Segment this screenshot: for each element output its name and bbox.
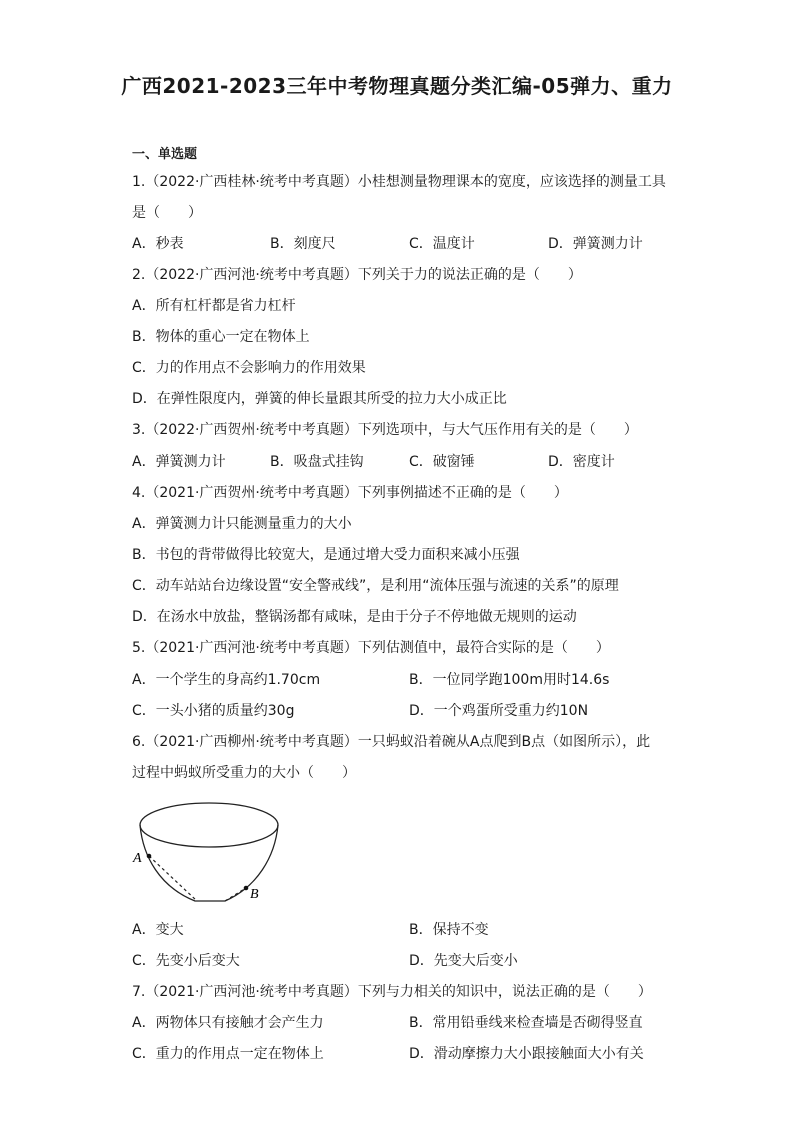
q2-option-b: B．物体的重心一定在物体上 (132, 329, 310, 345)
q6-option-a: A．变大 (132, 922, 184, 938)
q3-stem: 3.（2022·广西贺州·统考中考真题）下列选项中，与大气压作用有关的是（ ） (132, 422, 638, 438)
q3-option-b: B．吸盘式挂钩 (270, 454, 364, 470)
q2-option-c: C．力的作用点不会影响力的作用效果 (132, 360, 366, 376)
q4-option-c: C．动车站站台边缘设置“安全警戒线”，是利用“流体压强与流速的关系”的原理 (132, 578, 619, 594)
q4-option-b: B．书包的背带做得比较宽大，是通过增大受力面积来减小压强 (132, 547, 520, 563)
bowl-figure (125, 795, 285, 905)
q5-option-b: B．一位同学跑100m用时14.6s (409, 672, 610, 688)
q7-option-b: B．常用铅垂线来检查墙是否砌得竖直 (409, 1015, 643, 1031)
q6-option-c: C．先变小后变大 (132, 953, 240, 969)
point-b (244, 886, 249, 891)
q4-stem: 4.（2021·广西贺州·统考中考真题）下列事例描述不正确的是（ ） (132, 485, 568, 501)
q7-option-d: D．滑动摩擦力大小跟接触面大小有关 (409, 1046, 644, 1062)
q5-option-d: D．一个鸡蛋所受重力约10N (409, 703, 589, 719)
path-dashed-line (149, 856, 197, 901)
q7-option-c: C．重力的作用点一定在物体上 (132, 1046, 324, 1062)
q1-option-c: C．温度计 (409, 236, 475, 252)
q6-option-d: D．先变大后变小 (409, 953, 518, 969)
document-title: 广西2021-2023三年中考物理真题分类汇编-05弹力、重力 (121, 74, 673, 98)
point-a (147, 854, 152, 859)
q7-stem: 7.（2021·广西河池·统考中考真题）下列与力相关的知识中，说法正确的是（ ） (132, 984, 652, 1000)
q1-option-b: B．刻度尺 (270, 236, 336, 252)
label-a: A (133, 851, 142, 866)
q6-stem-line1: 6.（2021·广西柳州·统考中考真题）一只蚂蚁沿着碗从A点爬到B点（如图所示），此 (132, 734, 651, 750)
q2-option-d: D．在弹性限度内，弹簧的伸长量跟其所受的拉力大小成正比 (132, 391, 507, 407)
q3-option-d: D．密度计 (548, 454, 615, 470)
q2-option-a: A．所有杠杆都是省力杠杆 (132, 298, 296, 314)
q1-stem-line1: 1.（2022·广西桂林·统考中考真题）小桂想测量物理课本的宽度，应该选择的测量工具 (132, 174, 666, 190)
q3-option-a: A．弹簧测力计 (132, 454, 226, 470)
q4-option-d: D．在汤水中放盐，整锅汤都有咸味，是由于分子不停地做无规则的运动 (132, 609, 577, 625)
q5-stem: 5.（2021·广西河池·统考中考真题）下列估测值中，最符合实际的是（ ） (132, 640, 610, 656)
q5-option-c: C．一头小猪的质量约30g (132, 703, 295, 719)
bowl-rim (140, 803, 278, 847)
label-b: B (250, 887, 259, 902)
q6-option-b: B．保持不变 (409, 922, 489, 938)
q2-stem: 2.（2022·广西河池·统考中考真题）下列关于力的说法正确的是（ ） (132, 267, 582, 283)
q3-option-c: C．破窗锤 (409, 454, 475, 470)
q6-stem-line2: 过程中蚂蚁所受重力的大小（ ） (132, 765, 356, 781)
q1-option-d: D．弹簧测力计 (548, 236, 643, 252)
q4-option-a: A．弹簧测力计只能测量重力的大小 (132, 516, 352, 532)
section-heading: 一、单选题 (132, 147, 198, 162)
q1-option-a: A．秒表 (132, 236, 184, 252)
q1-stem-line2: 是（ ） (132, 205, 202, 221)
q5-option-a: A．一个学生的身高约1.70cm (132, 672, 321, 688)
q7-option-a: A．两物体只有接触才会产生力 (132, 1015, 324, 1031)
